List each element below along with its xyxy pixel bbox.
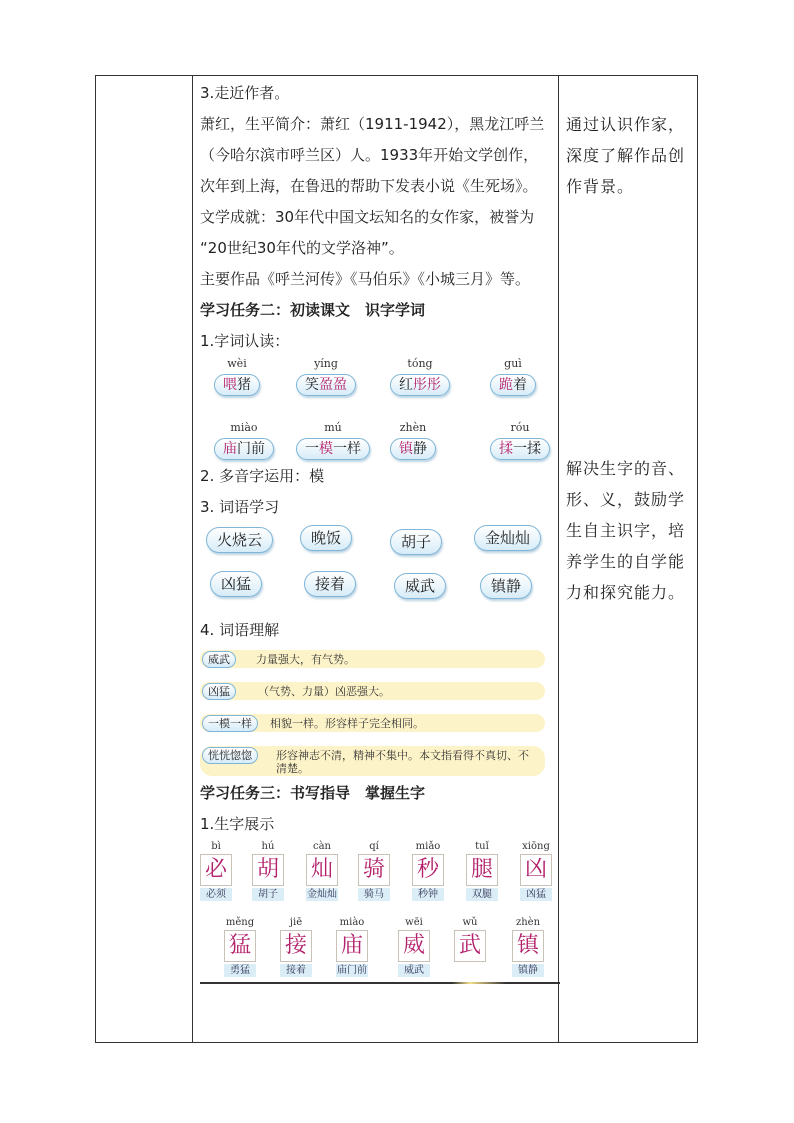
word-item [490, 357, 536, 396]
char-glyph: 镇 [512, 930, 544, 962]
char-card [224, 916, 256, 977]
word-part: 一揉 [513, 441, 541, 457]
word-item [390, 357, 450, 396]
item-word-recognition: 1.字词认读： [200, 332, 290, 350]
char-word: 秒钟 [412, 888, 444, 901]
author-intro-line: （今哈尔滨市呼兰区）人。1933年开始文学创作， [200, 146, 539, 164]
char-glyph: 骑 [358, 854, 390, 886]
word-part: 猪 [237, 377, 251, 393]
word-pill [490, 374, 536, 396]
definition-list [200, 646, 560, 778]
char-word: 威武 [398, 964, 430, 977]
task3-title: 学习任务三：书写指导 掌握生字 [200, 784, 426, 802]
char-glyph: 庙 [336, 930, 368, 962]
definition-item [200, 746, 545, 776]
pinyin-label: mú [324, 421, 342, 434]
word-pill [390, 438, 436, 460]
char-card [252, 840, 284, 901]
char-word: 镇静 [512, 964, 544, 977]
char-pinyin: zhèn [515, 917, 541, 928]
word-item [296, 357, 356, 396]
char-card [200, 840, 232, 901]
section-heading: 3.走近作者。 [200, 84, 290, 102]
word-pill [390, 374, 450, 396]
word-item [390, 421, 436, 460]
word-item [214, 357, 260, 396]
char-word: 凶猛 [520, 888, 552, 901]
word-part: 静 [413, 441, 427, 457]
char-pinyin: jiē [289, 917, 303, 928]
teaching-note: 解决生字的音、形、义，鼓励学生自主识字，培养学生的自学能力和探究能力。 [566, 459, 686, 602]
author-intro-line: 主要作品《呼兰河传》《马伯乐》《小城三月》等。 [200, 270, 531, 288]
definition-term: 恍恍惚惚 [202, 747, 258, 764]
word-key-char: 揉 [499, 441, 513, 457]
word-part: 一样 [333, 441, 361, 457]
char-grid [200, 840, 560, 990]
char-word: 勇猛 [224, 964, 256, 977]
pinyin-label: miào [230, 421, 258, 434]
char-card [412, 840, 444, 901]
vocab-pill: 胡子 [390, 529, 442, 555]
definition-item [200, 682, 545, 700]
char-card [280, 916, 312, 977]
char-glyph: 胡 [252, 854, 284, 886]
char-card [512, 916, 544, 977]
char-pinyin: xiōng [522, 841, 550, 852]
item-definitions: 4. 词语理解 [200, 621, 280, 639]
definition-term: 一模一样 [202, 715, 258, 732]
content-column [200, 78, 560, 990]
word-pill [490, 438, 550, 460]
word-item [490, 421, 550, 460]
vocab-pill: 金灿灿 [474, 525, 541, 551]
definition-item [200, 650, 545, 668]
word-key-char: 庙 [223, 441, 237, 457]
word-part: 一 [305, 441, 319, 457]
word-pill [214, 374, 260, 396]
vocab-group [200, 523, 560, 615]
vocab-pill: 接着 [304, 571, 356, 597]
pinyin-label: róu [510, 421, 530, 434]
word-item [214, 421, 274, 460]
char-card [306, 840, 338, 901]
char-pinyin: qí [369, 841, 379, 852]
item-polyphone: 2. 多音字运用：模 [200, 467, 325, 485]
author-intro-line: “20世纪30年代的文学洛神”。 [200, 239, 404, 257]
char-pinyin: tuǐ [475, 841, 489, 852]
word-key-char: 跪 [499, 377, 513, 393]
char-word: 骑马 [358, 888, 390, 901]
word-part: 着 [513, 377, 527, 393]
char-card [358, 840, 390, 901]
vocab-pill: 凶猛 [210, 571, 262, 597]
word-key-char: 模 [319, 441, 333, 457]
vocab-pill: 威武 [394, 573, 446, 599]
char-glyph: 腿 [466, 854, 498, 886]
pinyin-label: guì [504, 357, 522, 370]
vocab-pill: 镇静 [480, 573, 532, 599]
char-pinyin: bì [211, 841, 221, 852]
definition-text: （气势、力量）凶恶强大。 [258, 685, 390, 698]
definition-text: 力量强大，有气势。 [256, 653, 355, 666]
word-pill [296, 374, 356, 396]
definition-term: 凶猛 [202, 683, 236, 700]
char-pinyin: hú [261, 841, 275, 852]
char-card [336, 916, 368, 977]
divider [200, 982, 560, 984]
char-card [466, 840, 498, 901]
char-pinyin: miǎo [415, 841, 441, 852]
pinyin-label: wèi [227, 357, 247, 370]
char-word: 金灿灿 [307, 889, 337, 900]
word-part: 笑 [305, 377, 319, 393]
word-item [296, 421, 370, 460]
author-intro-line: 萧红，生平简介：萧红（1911-1942），黑龙江呼兰 [200, 115, 545, 133]
word-key-char: 镇 [399, 441, 413, 457]
definition-item [200, 714, 545, 732]
char-word: 必须 [200, 888, 232, 901]
char-glyph: 威 [398, 930, 430, 962]
item-char-display: 1.生字展示 [200, 815, 275, 833]
definition-term: 威武 [202, 651, 236, 668]
pinyin-label: zhèn [399, 421, 427, 434]
char-glyph: 猛 [224, 930, 256, 962]
char-glyph: 秒 [412, 854, 444, 886]
char-glyph: 必 [200, 854, 232, 886]
char-word: 庙门前 [337, 965, 367, 976]
word-row [200, 421, 560, 461]
definition-text: 形容神志不清，精神不集中。本文指看得不真切、不清楚。 [276, 749, 529, 775]
char-glyph: 灿 [306, 854, 338, 886]
author-intro-line: 次年到上海，在鲁迅的帮助下发表小说《生死场》。 [200, 177, 538, 195]
word-part: 门前 [237, 441, 265, 457]
char-word: 接着 [280, 964, 312, 977]
word-pill [214, 438, 274, 460]
vocab-pill: 火烧云 [206, 527, 273, 553]
char-pinyin: wēi [405, 917, 423, 928]
vocab-pill: 晚饭 [300, 525, 352, 551]
word-pill [296, 438, 370, 460]
char-glyph: 凶 [520, 854, 552, 886]
teaching-note: 通过认识作家，深度了解作品创作背景。 [566, 115, 686, 196]
item-vocab: 3. 词语学习 [200, 498, 280, 516]
author-intro-line: 文学成就：30年代中国文坛知名的女作家，被誉为 [200, 208, 535, 226]
lesson-table [95, 75, 698, 1043]
word-key-char: 喂 [223, 377, 237, 393]
word-key-char: 盈盈 [319, 377, 347, 393]
char-pinyin: wǔ [462, 917, 478, 928]
char-glyph: 武 [454, 930, 486, 962]
char-pinyin: càn [312, 841, 331, 852]
char-pinyin: měng [225, 917, 255, 928]
word-key-char: 彤彤 [413, 377, 441, 393]
column-divider [192, 76, 193, 1042]
char-word: 胡子 [252, 888, 284, 901]
task2-title: 学习任务二：初读课文 识字学词 [200, 301, 426, 319]
definition-text: 相貌一样。形容样子完全相同。 [270, 717, 424, 730]
char-word: 双腿 [466, 888, 498, 901]
pinyin-label: yíng [314, 357, 338, 370]
char-pinyin: miào [339, 917, 365, 928]
char-card [398, 916, 430, 977]
word-part: 红 [399, 377, 413, 393]
char-card [520, 840, 552, 901]
char-glyph: 接 [280, 930, 312, 962]
word-row [200, 357, 560, 421]
char-card [454, 916, 486, 964]
pinyin-label: tóng [407, 357, 433, 370]
